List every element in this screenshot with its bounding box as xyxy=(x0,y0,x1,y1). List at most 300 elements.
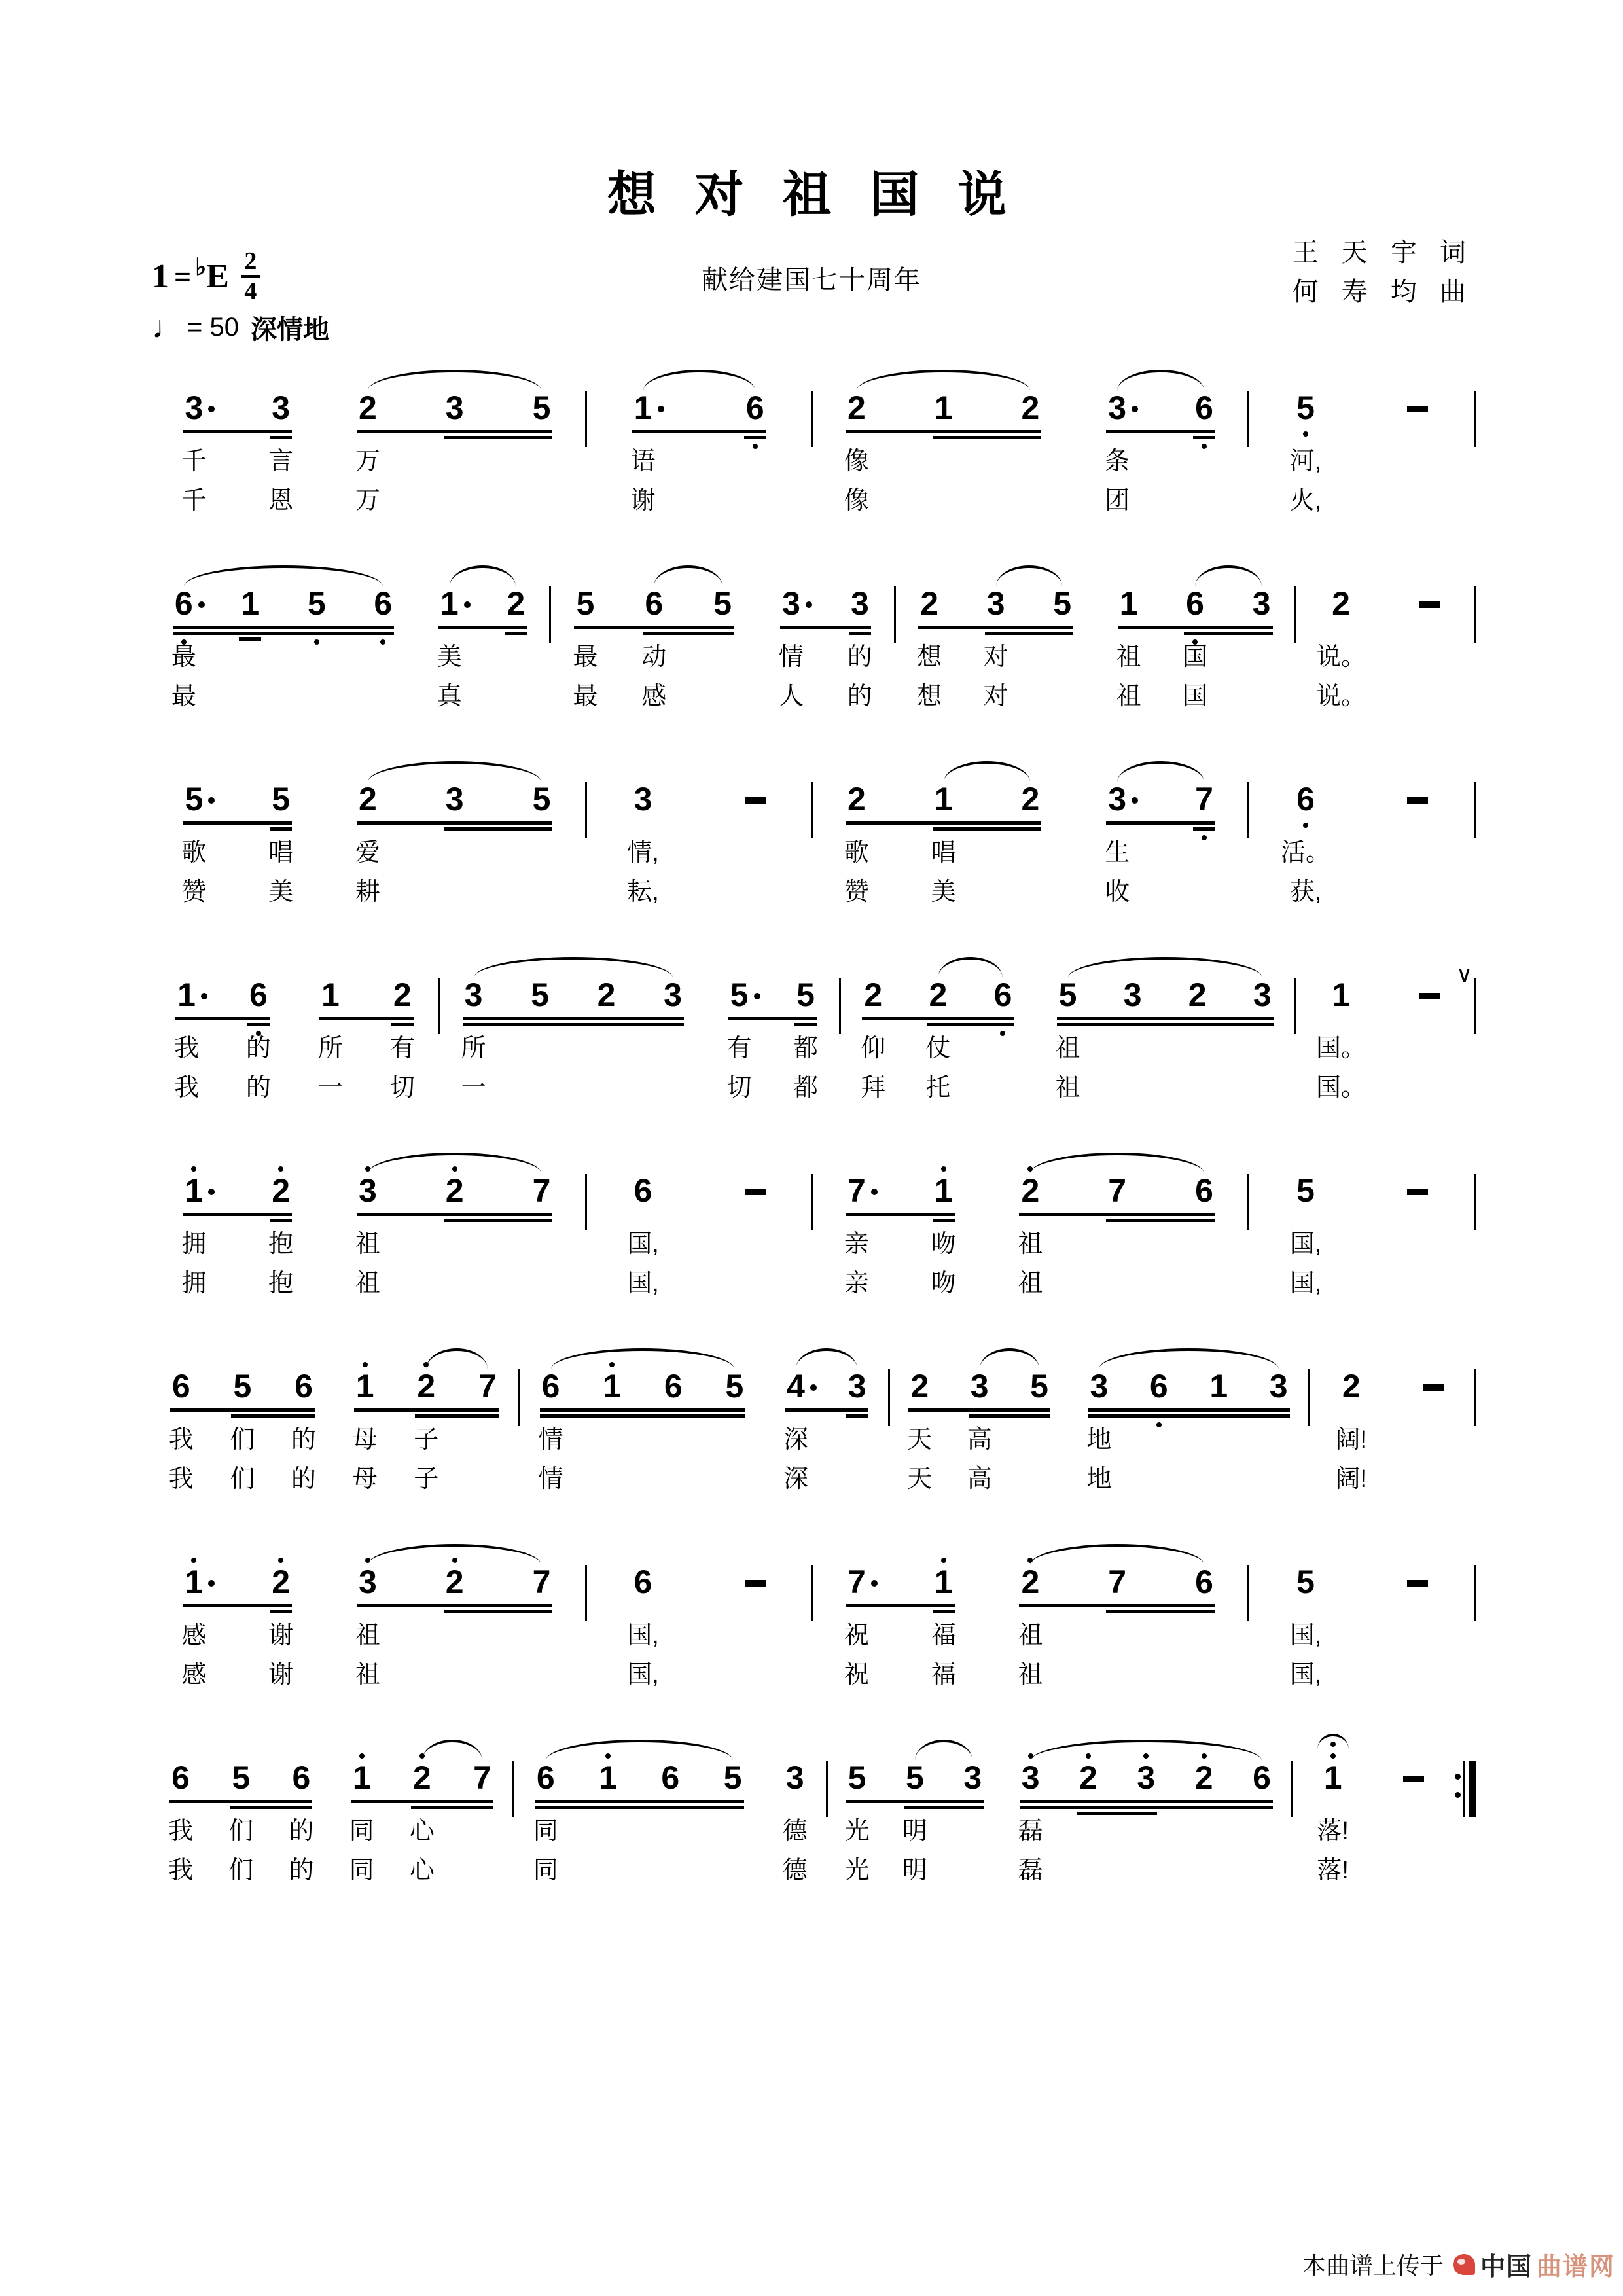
lyric-char: 国, xyxy=(627,1270,659,1297)
quarter-note-icon: ♩ xyxy=(152,310,183,345)
score-system xyxy=(151,1345,1476,1541)
lyric-char: 明 xyxy=(902,1857,927,1884)
beam-line xyxy=(1088,1408,1289,1412)
beam-line xyxy=(438,626,527,629)
beam-line xyxy=(632,430,766,433)
lyric-char: 爱 xyxy=(355,839,380,867)
beam-line xyxy=(270,436,292,439)
octave-dot-high xyxy=(365,1558,370,1563)
note-digit: 1 xyxy=(934,389,953,426)
lyric-char: 赞 xyxy=(844,878,869,906)
dash-extend xyxy=(1419,993,1440,999)
note-digit: 6 xyxy=(645,585,664,622)
barline xyxy=(1474,391,1476,447)
slur xyxy=(1195,565,1261,586)
note-digit: 5 xyxy=(532,781,551,817)
lyric-char: 祖 xyxy=(1018,1661,1043,1689)
measure xyxy=(587,1541,812,1736)
key-signature xyxy=(152,249,260,304)
lyric-char: 德 xyxy=(782,1857,808,1884)
beam-line xyxy=(173,632,394,635)
lyric-char: 所 xyxy=(317,1035,343,1062)
lyric-char: 落! xyxy=(1317,1857,1349,1884)
lyric-char: 的 xyxy=(847,643,872,671)
measure xyxy=(1296,562,1474,758)
meter-numerator: 2 xyxy=(244,247,257,275)
beam-line xyxy=(170,1408,315,1412)
note-digit: 6 xyxy=(1195,389,1213,426)
beam-line xyxy=(411,1806,493,1809)
beam-line xyxy=(846,821,1042,825)
barline xyxy=(1474,586,1476,643)
upload-note: 本曲谱上传于 xyxy=(1302,2252,1444,2279)
lyric-char: 祖 xyxy=(1116,643,1141,671)
lyric-char: 地 xyxy=(1086,1426,1112,1454)
lyric-char: 同 xyxy=(533,1818,558,1845)
meter-denominator: 4 xyxy=(244,278,257,305)
lyric-char: 最 xyxy=(573,643,598,671)
lyric-char: 母 xyxy=(352,1426,378,1454)
slur xyxy=(1117,370,1204,391)
lyric-char: 吻 xyxy=(931,1230,956,1258)
lyric-char: 万 xyxy=(355,487,380,514)
note-digit: 2 xyxy=(412,1759,431,1796)
lyric-char: 真 xyxy=(437,683,462,710)
octave-dot-high xyxy=(941,1166,946,1172)
lyric-char: 国, xyxy=(1289,1230,1322,1258)
beam-line xyxy=(927,1023,1014,1026)
octave-dot-low xyxy=(1202,835,1207,840)
measure xyxy=(514,1736,826,1932)
note-digit: 5 xyxy=(906,1759,924,1796)
lyric-char: 像 xyxy=(844,448,869,475)
lyric-char: 国, xyxy=(627,1622,659,1649)
note-digit: 2 xyxy=(1342,1368,1361,1405)
note-digit: 6 xyxy=(661,1759,680,1796)
measure xyxy=(828,1736,1291,1932)
lyric-char: 唱 xyxy=(931,839,956,867)
lyric-char: 河, xyxy=(1289,448,1322,475)
slur xyxy=(938,957,1003,978)
augmentation-dot xyxy=(208,797,215,804)
fermata-dot-icon xyxy=(1330,1742,1336,1747)
key-tonic: 1 xyxy=(152,257,169,295)
note-digit: 6 xyxy=(541,1368,560,1405)
note-digit: 6 xyxy=(633,1172,652,1209)
note-digit: 1 xyxy=(185,1564,204,1600)
lyric-char: 们 xyxy=(230,1426,255,1454)
note-digit: 7 xyxy=(1108,1564,1127,1600)
note-digit: 2 xyxy=(910,1368,929,1405)
slur xyxy=(422,1740,482,1761)
augmentation-dot xyxy=(198,601,205,608)
augmentation-dot xyxy=(871,1189,878,1195)
note-digit: 2 xyxy=(359,781,377,817)
note-digit: 5 xyxy=(725,1368,744,1405)
note-digit: 5 xyxy=(1296,1172,1315,1209)
beam-line xyxy=(231,1414,315,1418)
score xyxy=(151,367,1476,1932)
measure xyxy=(440,954,839,1149)
measure xyxy=(841,954,1295,1149)
measure xyxy=(813,367,1248,562)
lyric-char: 仗 xyxy=(925,1035,951,1062)
lyric-char: 祖 xyxy=(1018,1622,1043,1649)
note-digit: 3 xyxy=(272,389,291,426)
beam-line xyxy=(918,626,1073,629)
note-digit: 6 xyxy=(1195,1172,1213,1209)
lyric-char: 国, xyxy=(1289,1270,1322,1297)
lyric-char: 的 xyxy=(291,1465,317,1493)
lyric-char: 天 xyxy=(907,1465,933,1493)
score-system xyxy=(151,1736,1476,1932)
measure xyxy=(151,1541,585,1736)
note-digit: 6 xyxy=(1195,1564,1213,1600)
measure xyxy=(1249,758,1474,954)
note-digit: 7 xyxy=(473,1759,491,1796)
measure xyxy=(151,954,438,1149)
note-digit: 3 xyxy=(963,1759,982,1796)
note-digit: 3 xyxy=(633,781,652,817)
note-digit: 1 xyxy=(633,389,652,426)
note-digit: 1 xyxy=(352,1759,371,1796)
lyric-char: 的 xyxy=(245,1074,271,1102)
lyric-char: 千 xyxy=(181,448,207,475)
note-digit: 2 xyxy=(597,977,616,1013)
lyric-char: 收 xyxy=(1105,878,1130,906)
lyric-char: 情, xyxy=(627,839,659,867)
beam-line xyxy=(780,626,871,629)
lyric-char: 谢 xyxy=(630,487,656,514)
lyric-char: 托 xyxy=(925,1074,951,1102)
lyric-char: 最 xyxy=(573,683,598,710)
beam-line xyxy=(1118,626,1273,629)
octave-dot-high xyxy=(363,1362,368,1367)
measure xyxy=(151,1736,512,1932)
lyric-char: 祖 xyxy=(1116,683,1141,710)
lyric-char: 谢 xyxy=(268,1622,294,1649)
lyric-char: 祝 xyxy=(844,1622,869,1649)
measure xyxy=(813,1541,1248,1736)
note-digit: 2 xyxy=(847,389,866,426)
note-digit: 3 xyxy=(1108,389,1127,426)
note-digit: 7 xyxy=(1195,781,1213,817)
beam-line xyxy=(357,1213,553,1216)
note-digit: 2 xyxy=(393,977,412,1013)
barline xyxy=(1474,1565,1476,1621)
beam-line xyxy=(183,1213,292,1216)
note-digit: 3 xyxy=(1252,585,1271,622)
lyric-char: 们 xyxy=(228,1857,254,1884)
note-digit: 5 xyxy=(1296,389,1315,426)
octave-dot-low xyxy=(1156,1422,1162,1427)
note-digit: 3 xyxy=(986,585,1005,622)
lyric-char: 我 xyxy=(168,1465,194,1493)
beam-line xyxy=(357,821,553,825)
lyric-char: 的 xyxy=(289,1857,314,1884)
octave-dot-low xyxy=(314,639,319,645)
measure xyxy=(1249,1149,1474,1345)
measure xyxy=(151,1149,585,1345)
dash-extend xyxy=(1407,1189,1428,1195)
lyric-char: 拥 xyxy=(181,1270,207,1297)
note-digit: 6 xyxy=(536,1759,555,1796)
note-digit: 5 xyxy=(272,781,291,817)
augmentation-dot xyxy=(208,1189,215,1195)
beam-line xyxy=(1020,1800,1273,1803)
augmentation-dot xyxy=(208,1580,215,1587)
slur xyxy=(944,761,1031,782)
lyric-char: 条 xyxy=(1105,448,1130,475)
lyric-char: 仰 xyxy=(861,1035,886,1062)
lyric-char: 的 xyxy=(245,1035,271,1062)
octave-dot-high xyxy=(359,1753,365,1759)
beam-line xyxy=(540,1408,746,1412)
lyric-char: 亲 xyxy=(844,1230,869,1258)
lyric-char: 阔! xyxy=(1335,1426,1368,1454)
lyric-char: 磊 xyxy=(1018,1857,1043,1884)
note-digit: 7 xyxy=(532,1564,551,1600)
measure xyxy=(587,367,812,562)
lyric-char: 子 xyxy=(414,1465,439,1493)
lyric-char: 所 xyxy=(461,1035,486,1062)
note-digit: 1 xyxy=(934,781,953,817)
note-digit: 5 xyxy=(232,1759,251,1796)
slur xyxy=(184,565,383,586)
score-system xyxy=(151,562,1476,758)
slur xyxy=(450,565,516,586)
beam-line xyxy=(846,1414,868,1418)
tempo-expression: 深情地 xyxy=(250,315,329,344)
lyric-char: 国 xyxy=(1183,643,1208,671)
lyric-char: 母 xyxy=(352,1465,378,1493)
time-signature xyxy=(241,249,260,304)
note-digit: 2 xyxy=(272,1172,291,1209)
beam-line xyxy=(357,1604,553,1607)
note-digit: 3 xyxy=(970,1368,989,1405)
slur xyxy=(996,565,1062,586)
flat-icon: ♭ xyxy=(195,254,207,280)
note-digit: 5 xyxy=(532,389,551,426)
note-digit: 6 xyxy=(171,1368,190,1405)
dash-extend xyxy=(745,797,766,804)
note-digit: 1 xyxy=(1209,1368,1228,1405)
note-digit: 5 xyxy=(307,585,326,622)
lyric-char: 千 xyxy=(181,487,207,514)
octave-dot-low xyxy=(380,639,385,645)
watermark-footer xyxy=(1302,2246,1615,2282)
lyric-char: 一 xyxy=(461,1074,486,1102)
lyric-char: 的 xyxy=(847,683,872,710)
beam-line xyxy=(846,1800,984,1803)
lyric-char: 赞 xyxy=(181,878,207,906)
lyric-char: 最 xyxy=(171,643,196,671)
final-repeat-barline xyxy=(1454,1761,1476,1817)
lyric-char: 情 xyxy=(538,1426,563,1454)
beam-line xyxy=(1077,1812,1157,1815)
measure xyxy=(520,1345,888,1541)
lyric-char: 言 xyxy=(268,448,294,475)
slur xyxy=(643,370,755,391)
note-digit: 1 xyxy=(1119,585,1138,622)
measure xyxy=(1310,1345,1474,1541)
note-digit: 6 xyxy=(1186,585,1204,622)
lyric-char: 高 xyxy=(967,1465,992,1493)
measure xyxy=(890,1345,1309,1541)
lyric-char: 有 xyxy=(726,1035,752,1062)
note-digit: 5 xyxy=(730,977,749,1013)
note-digit: 1 xyxy=(599,1759,617,1796)
beam-line xyxy=(862,1017,1014,1020)
lyric-char: 说。 xyxy=(1315,643,1366,671)
note-digit: 3 xyxy=(464,977,483,1013)
lyric-char: 德 xyxy=(782,1818,808,1845)
augmentation-dot xyxy=(1132,406,1138,412)
lyric-char: 祖 xyxy=(355,1661,380,1689)
note-digit: 2 xyxy=(1021,389,1040,426)
lyric-char: 感 xyxy=(181,1661,207,1689)
note-digit: 6 xyxy=(1296,781,1315,817)
note-digit: 2 xyxy=(929,977,948,1013)
lyric-char: 获, xyxy=(1289,878,1322,906)
breath-mark: ∨ xyxy=(1456,962,1472,987)
note-digit: 5 xyxy=(1296,1564,1315,1600)
note-digit: 2 xyxy=(272,1564,291,1600)
note-digit: 1 xyxy=(603,1368,622,1405)
lyric-char: 想 xyxy=(917,643,942,671)
beam-line xyxy=(535,1806,744,1809)
octave-dot-high xyxy=(191,1558,196,1563)
note-digit: 2 xyxy=(359,389,377,426)
lyric-char: 祝 xyxy=(844,1661,869,1689)
augmentation-dot xyxy=(208,406,215,412)
note-digit: 1 xyxy=(321,977,340,1013)
dash-extend xyxy=(745,1580,766,1587)
lyric-char: 阔! xyxy=(1335,1465,1368,1493)
measure xyxy=(1293,1736,1454,1932)
dash-extend xyxy=(1423,1384,1444,1391)
measure xyxy=(896,562,1294,758)
lyric-char: 最 xyxy=(171,683,196,710)
measure xyxy=(1296,954,1474,1149)
slur xyxy=(980,1348,1039,1369)
note-digit: 2 xyxy=(1021,1172,1040,1209)
lyric-char: 恩 xyxy=(268,487,294,514)
dash-extend xyxy=(1407,1580,1428,1587)
measure xyxy=(151,758,585,954)
octave-dot-high xyxy=(365,1166,370,1172)
measure xyxy=(151,1345,518,1541)
tempo-value: = 50 xyxy=(187,313,239,342)
beam-line xyxy=(933,827,1042,831)
lyric-char: 歌 xyxy=(844,839,869,867)
beam-line xyxy=(1057,1023,1274,1026)
lyric-char: 人 xyxy=(779,683,804,710)
page-title: 想 对 祖 国 说 xyxy=(607,167,1016,222)
octave-dot-high xyxy=(278,1166,283,1172)
score-system xyxy=(151,758,1476,954)
note-digit: 3 xyxy=(782,585,800,622)
note-digit: 6 xyxy=(745,389,764,426)
note-digit: 1 xyxy=(241,585,260,622)
lyric-char: 亲 xyxy=(844,1270,869,1297)
octave-dot-high xyxy=(419,1753,425,1759)
note-digit: 5 xyxy=(576,585,595,622)
beam-line xyxy=(540,1414,746,1418)
slur xyxy=(1099,1348,1278,1369)
note-digit: 2 xyxy=(507,585,526,622)
note-digit: 3 xyxy=(1021,1759,1040,1796)
lyricist-credit: 王 天 宇 词 xyxy=(1292,238,1474,267)
note-digit: 6 xyxy=(633,1564,652,1600)
note-digit: 2 xyxy=(1079,1759,1097,1796)
lyric-char: 天 xyxy=(907,1426,933,1454)
beam-line xyxy=(169,1800,312,1803)
lyric-char: 都 xyxy=(793,1074,819,1102)
beam-line xyxy=(846,1604,955,1607)
dash-extend xyxy=(1407,797,1428,804)
lyric-char: 祖 xyxy=(355,1270,380,1297)
beam-line xyxy=(1106,430,1215,433)
beam-line xyxy=(183,430,292,433)
beam-line xyxy=(230,1806,312,1809)
slur xyxy=(1030,1153,1204,1174)
octave-dot-low xyxy=(1202,444,1207,449)
note-digit: 1 xyxy=(177,977,196,1013)
lyric-char: 们 xyxy=(228,1818,254,1845)
lyric-char: 深 xyxy=(783,1465,809,1493)
octave-dot-low xyxy=(1000,1031,1005,1036)
barline xyxy=(1474,978,1476,1034)
octave-dot-high xyxy=(1086,1753,1091,1759)
lyric-char: 祖 xyxy=(1018,1230,1043,1258)
lyric-char: 感 xyxy=(181,1622,207,1649)
octave-dot-low xyxy=(753,444,758,449)
note-digit: 3 xyxy=(847,1368,866,1405)
note-digit: 5 xyxy=(796,977,815,1013)
note-digit: 1 xyxy=(355,1368,374,1405)
lyric-char: 地 xyxy=(1086,1465,1112,1493)
beam-line xyxy=(175,1017,270,1020)
lyric-char: 心 xyxy=(409,1818,435,1845)
slur xyxy=(368,370,542,391)
note-digit: 6 xyxy=(1253,1759,1271,1796)
barline-thin xyxy=(1463,1761,1465,1817)
measure xyxy=(587,758,812,954)
beam-line xyxy=(908,1408,1050,1412)
lyric-char: 磊 xyxy=(1018,1818,1043,1845)
measure xyxy=(587,1149,812,1345)
lyric-char: 动 xyxy=(641,643,667,671)
beam-line xyxy=(1057,1017,1274,1020)
octave-dot-high xyxy=(941,1558,946,1563)
note-digit: 3 xyxy=(785,1759,804,1796)
lyric-char: 感 xyxy=(641,683,667,710)
beam-line xyxy=(270,827,292,831)
beam-line xyxy=(535,1800,744,1803)
note-digit: 2 xyxy=(1021,781,1040,817)
note-digit: 2 xyxy=(445,1564,464,1600)
dash-extend xyxy=(1419,601,1440,608)
slur xyxy=(915,1740,972,1761)
beam-line xyxy=(969,1414,1050,1418)
note-digit: 3 xyxy=(1137,1759,1156,1796)
beam-line xyxy=(1106,1219,1215,1222)
note-digit: 7 xyxy=(478,1368,497,1405)
dash-extend xyxy=(1407,406,1428,412)
octave-dot-high xyxy=(1028,1753,1033,1759)
lyric-char: 美 xyxy=(931,878,956,906)
